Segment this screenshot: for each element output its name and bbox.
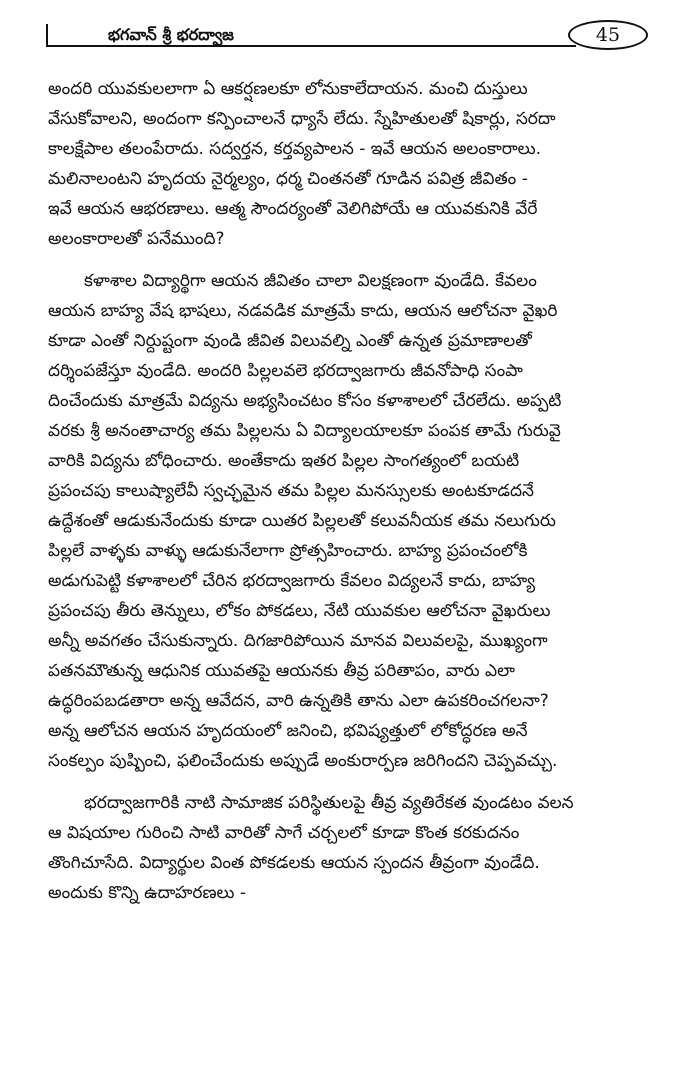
text-line: పతనమౌతున్న ఆధునిక యువతపై ఆయనకు తీవ్ర పరితాపం, వారు ఎలా [48, 661, 515, 681]
text-line: ఇవే ఆయన ఆభరణాలు. ఆత్మ సౌందర్యంతో వెలిగిపోయే ఆ యువకునికి వేరే [48, 199, 538, 219]
text-line: అన్నీ అవగతం చేసుకున్నారు. దిగజారిపోయిన మానవ విలువలపై, ముఖ్యంగా [48, 631, 548, 651]
header-title: భగవాన్ శ్రీ భరద్వాజ [108, 25, 234, 44]
page-number: 45 [568, 20, 648, 50]
text-line: ఉద్దేశంతో ఆడుకునేందుకు కూడా యితర పిల్లలతో కలువనీయక తమ నలుగురు [48, 511, 556, 531]
text-line: వేసుకోవాలని, అందంగా కన్పించాలనే ధ్యాసే లేదు. స్నేహితులతో షికార్లు, సరదా [48, 109, 556, 129]
text-line: అన్న ఆలోచన ఆయన హృదయంలో జనించి, భవిష్యత్తులో లోకోద్ధరణ అనే [48, 721, 528, 741]
running-header [46, 24, 644, 46]
text-line: కాలక్షేపాల తలంపేరాదు. సద్వర్తన, కర్తవ్యపాలన - ఇవే ఆయన అలంకారాలు. [48, 139, 542, 159]
text-line: ప్రపంచపు తీరు తెన్నులు, లోకం పోకడలు, నేటి యువకుల ఆలోచనా వైఖరులు [48, 601, 551, 621]
paragraph-1 [48, 74, 652, 254]
text-line: అలంకారాలతో పనేముంది? [48, 229, 225, 249]
text-line: వరకు శ్రీ అనంతాచార్య తమ పిల్లలను ఏ విద్యాలయాలకూ పంపక తామే గురువై [48, 421, 561, 441]
text-line: భరద్వాజగారికి నాటి సామాజిక పరిస్థితులపై తీవ్ర వ్యతిరేకత వుండటం వలన [84, 793, 574, 813]
text-line: ఆయన బాహ్య వేష భాషలు, నడవడిక మాత్రమే కాదు, ఆయన ఆలోచనా వైఖరి [48, 301, 558, 321]
text-line: తొంగిచూసేది. విద్యార్థుల వింత పోకడలకు ఆయన స్పందన తీవ్రంగా వుండేది. [48, 853, 540, 873]
paragraph-gap [48, 254, 652, 266]
text-line: దర్శింపజేస్తూ వుండేది. అందరి పిల్లలవలె భరద్వాజగారు జీవనోపాధి సంపా [48, 361, 523, 381]
text-line: దించేందుకు మాత్రమే విద్యను అభ్యసించటం కోసం కళాశాలలో చేరలేదు. అప్పటి [48, 391, 562, 411]
text-line: కూడా ఎంతో నిర్దుష్టంగా వుండి జీవిత విలువల్ని ఎంతో ఉన్నత ప్రమాణాలతో [48, 331, 532, 351]
header-left-rule [46, 24, 48, 46]
text-line: అందరి యువకులలాగా ఏ ఆకర్షణలకూ లోనుకాలేదాయన. మంచి దుస్తులు [48, 79, 528, 99]
text-line: అడుగుపెట్టి కళాశాలలో చేరిన భరద్వాజగారు కేవలం విద్యలనే కాదు, బాహ్య [48, 571, 535, 591]
text-line: వారికి విద్యను బోధించారు. అంతేకాదు ఇతర పిల్లల సాంగత్యంలో బయటి [48, 451, 520, 471]
text-line: పిల్లలే వాళ్ళకు వాళ్ళు ఆడుకునేలాగా ప్రోత్సహించారు. బాహ్య ప్రపంచంలోకి [48, 541, 528, 561]
paragraph-gap [48, 776, 652, 788]
text-line: ఆ విషయాల గురించి సాటి వారితో సాగే చర్చలలో కూడా కొంత కరకుదనం [48, 823, 520, 843]
paragraph-2 [48, 266, 652, 776]
paragraph-3 [48, 788, 652, 908]
body-text [48, 74, 652, 908]
text-line: ప్రపంచపు కాలుష్యాలేవీ స్వచ్ఛమైన తమ పిల్లల మనస్సులకు అంటకూడదనే [48, 481, 534, 501]
text-line: మలినాలంటని హృదయ నైర్మల్యం, ధర్మ చింతనతో గూడిన పవిత్ర జీవితం - [48, 169, 528, 189]
text-line: కళాశాల విద్యార్థిగా ఆయన జీవితం చాలా విలక్షణంగా వుండేది. కేవలం [84, 271, 537, 291]
text-line: సంకల్పం పుష్పించి, ఫలించేందుకు అప్పుడే అంకురార్పణ జరిగిందని చెప్పవచ్చు. [48, 751, 558, 771]
text-line: ఉద్ధరింపబడతారా అన్న ఆవేదన, వారి ఉన్నతికి తాను ఎలా ఉపకరించగలనా? [48, 691, 549, 711]
text-line: అందుకు కొన్ని ఉదాహరణలు - [48, 883, 246, 903]
